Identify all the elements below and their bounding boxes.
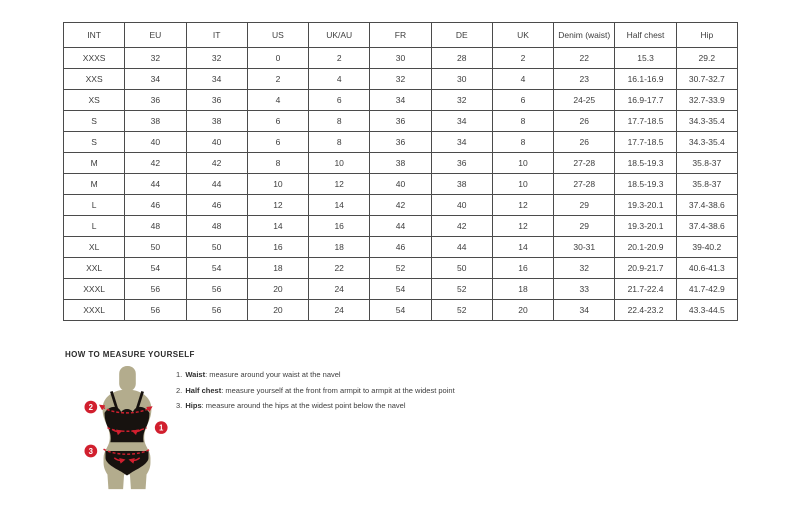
table-cell: 2 (247, 69, 308, 90)
table-cell: XXXS (64, 48, 125, 69)
table-cell: 34 (370, 90, 431, 111)
table-cell: 20.1-20.9 (615, 237, 676, 258)
table-cell: 42 (125, 153, 186, 174)
how-to-measure-title: HOW TO MEASURE YOURSELF (65, 350, 195, 359)
table-cell: 22.4-23.2 (615, 300, 676, 321)
table-cell: 4 (247, 90, 308, 111)
table-cell: 8 (492, 132, 553, 153)
column-header-it: IT (186, 23, 247, 48)
table-cell: 38 (186, 111, 247, 132)
table-cell: 30 (431, 69, 492, 90)
table-cell: 16 (309, 216, 370, 237)
instruction-number: 3. (176, 401, 183, 410)
table-cell: 29.2 (676, 48, 737, 69)
table-cell: 10 (492, 174, 553, 195)
table-cell: 21.7-22.4 (615, 279, 676, 300)
table-cell: 35.8-37 (676, 153, 737, 174)
measure-badge-2 (84, 401, 97, 414)
measure-badge-1 (155, 421, 168, 434)
instruction-number: 2. (176, 385, 183, 395)
table-cell: 34 (431, 132, 492, 153)
table-cell: 34 (431, 111, 492, 132)
table-cell: 40 (186, 132, 247, 153)
table-cell: 14 (247, 216, 308, 237)
measure-badge-3 (84, 445, 97, 458)
table-cell: L (64, 216, 125, 237)
table-cell: 27-28 (554, 153, 615, 174)
measurement-figure (81, 366, 173, 496)
table-cell: 54 (125, 258, 186, 279)
table-cell: 50 (186, 237, 247, 258)
table-cell: 14 (309, 195, 370, 216)
table-cell: XXL (64, 258, 125, 279)
measure-instruction (176, 401, 455, 410)
table-cell: 35.8-37 (676, 174, 737, 195)
table-row (64, 153, 738, 174)
table-cell: 18 (492, 279, 553, 300)
measure-instructions-list (176, 370, 455, 417)
table-cell: 42 (431, 216, 492, 237)
table-cell: 30-31 (554, 237, 615, 258)
table-cell: 34 (554, 300, 615, 321)
table-cell: 37.4-38.6 (676, 195, 737, 216)
table-cell: 40.6-41.3 (676, 258, 737, 279)
table-cell: 4 (309, 69, 370, 90)
table-row (64, 111, 738, 132)
instruction-label: Half chest (185, 385, 222, 395)
table-cell: 56 (125, 300, 186, 321)
table-cell: 43.3-44.5 (676, 300, 737, 321)
table-cell: 22 (309, 258, 370, 279)
table-cell: XXXL (64, 300, 125, 321)
column-header-denim-waist-: Denim (waist) (554, 23, 615, 48)
table-cell: XS (64, 90, 125, 111)
measure-instruction (176, 370, 455, 379)
table-cell: 10 (492, 153, 553, 174)
table-cell: M (64, 174, 125, 195)
table-cell: 18.5-19.3 (615, 153, 676, 174)
table-cell: 4 (492, 69, 553, 90)
table-cell: 38 (370, 153, 431, 174)
table-cell: 41.7-42.9 (676, 279, 737, 300)
table-cell: 44 (431, 237, 492, 258)
instruction-label: Waist (185, 370, 206, 379)
column-header-eu: EU (125, 23, 186, 48)
instruction-text: : measure around your waist at the navel (205, 370, 341, 379)
table-cell: 40 (125, 132, 186, 153)
table-cell: 32.7-33.9 (676, 90, 737, 111)
table-cell: 20 (247, 279, 308, 300)
table-cell: 24-25 (554, 90, 615, 111)
table-cell: 54 (186, 258, 247, 279)
table-cell: 17.7-18.5 (615, 111, 676, 132)
table-cell: 6 (247, 111, 308, 132)
table-cell: 38 (125, 111, 186, 132)
table-row (64, 237, 738, 258)
table-cell: 44 (370, 216, 431, 237)
table-cell: 6 (247, 132, 308, 153)
table-cell: 46 (125, 195, 186, 216)
table-cell: 20.9-21.7 (615, 258, 676, 279)
table-cell: 40 (370, 174, 431, 195)
table-cell: 20 (247, 300, 308, 321)
table-cell: 2 (492, 48, 553, 69)
table-row (64, 279, 738, 300)
size-chart-body (64, 48, 738, 321)
table-cell: 50 (431, 258, 492, 279)
table-cell: L (64, 195, 125, 216)
table-row (64, 174, 738, 195)
table-cell: 34 (186, 69, 247, 90)
table-cell: XXXL (64, 279, 125, 300)
table-cell: 36 (370, 132, 431, 153)
column-header-us: US (247, 23, 308, 48)
table-cell: 19.3-20.1 (615, 216, 676, 237)
table-cell: 18 (247, 258, 308, 279)
table-cell: 12 (247, 195, 308, 216)
table-cell: 18 (309, 237, 370, 258)
table-cell: 24 (309, 300, 370, 321)
column-header-int: INT (64, 23, 125, 48)
table-cell: 8 (492, 111, 553, 132)
table-cell: 56 (186, 279, 247, 300)
badge-1-number: 1 (159, 423, 164, 433)
table-cell: 0 (247, 48, 308, 69)
table-cell: 18.5-19.3 (615, 174, 676, 195)
table-cell: 14 (492, 237, 553, 258)
table-cell: 27-28 (554, 174, 615, 195)
table-row (64, 48, 738, 69)
table-cell: 48 (186, 216, 247, 237)
measure-instruction (176, 386, 455, 395)
table-cell: 44 (186, 174, 247, 195)
column-header-uk-au: UK/AU (309, 23, 370, 48)
table-cell: 16 (247, 237, 308, 258)
table-cell: 20 (492, 300, 553, 321)
column-header-hip: Hip (676, 23, 737, 48)
table-cell: 30.7-32.7 (676, 69, 737, 90)
table-cell: 32 (370, 69, 431, 90)
table-cell: S (64, 132, 125, 153)
table-cell: 32 (125, 48, 186, 69)
table-cell: 36 (186, 90, 247, 111)
table-row (64, 258, 738, 279)
table-cell: XL (64, 237, 125, 258)
table-cell: 36 (370, 111, 431, 132)
table-cell: 6 (492, 90, 553, 111)
table-cell: 34.3-35.4 (676, 132, 737, 153)
table-cell: 36 (431, 153, 492, 174)
table-cell: XXS (64, 69, 125, 90)
table-row (64, 132, 738, 153)
table-cell: 19.3-20.1 (615, 195, 676, 216)
table-cell: 52 (431, 300, 492, 321)
table-cell: 8 (309, 111, 370, 132)
table-row (64, 195, 738, 216)
table-cell: 56 (186, 300, 247, 321)
table-cell: 29 (554, 216, 615, 237)
table-cell: 32 (554, 258, 615, 279)
column-header-fr: FR (370, 23, 431, 48)
table-cell: 42 (370, 195, 431, 216)
badge-3-number: 3 (88, 446, 94, 456)
table-cell: 56 (125, 279, 186, 300)
table-row (64, 300, 738, 321)
header-row (64, 23, 738, 48)
table-cell: 46 (370, 237, 431, 258)
table-cell: 22 (554, 48, 615, 69)
table-cell: 28 (431, 48, 492, 69)
table-cell: 32 (186, 48, 247, 69)
column-header-de: DE (431, 23, 492, 48)
table-cell: 36 (125, 90, 186, 111)
mannequin-illustration (81, 366, 173, 496)
table-cell: 26 (554, 111, 615, 132)
column-header-uk: UK (492, 23, 553, 48)
instruction-text: : measure around the hips at the widest point below the navel (201, 401, 406, 410)
badge-2-number: 2 (88, 402, 94, 412)
table-row (64, 90, 738, 111)
table-cell: 52 (431, 279, 492, 300)
table-cell: 34.3-35.4 (676, 111, 737, 132)
table-cell: 16 (492, 258, 553, 279)
table-cell: 8 (309, 132, 370, 153)
table-cell: 40 (431, 195, 492, 216)
table-cell: 48 (125, 216, 186, 237)
table-cell: 12 (309, 174, 370, 195)
table-cell: 42 (186, 153, 247, 174)
table-cell: 44 (125, 174, 186, 195)
table-cell: 12 (492, 216, 553, 237)
table-cell: 37.4-38.6 (676, 216, 737, 237)
table-cell: 50 (125, 237, 186, 258)
instruction-text: : measure yourself at the front from armpit to armpit at the widest point (221, 385, 455, 395)
table-cell: 34 (125, 69, 186, 90)
table-cell: 15.3 (615, 48, 676, 69)
table-cell: 6 (309, 90, 370, 111)
table-cell: 8 (247, 153, 308, 174)
table-cell: 54 (370, 279, 431, 300)
table-cell: 2 (309, 48, 370, 69)
size-chart-table (63, 22, 738, 321)
table-cell: 38 (431, 174, 492, 195)
table-cell: 46 (186, 195, 247, 216)
instruction-label: Hips (185, 401, 202, 410)
table-cell: 23 (554, 69, 615, 90)
table-cell: 16.1-16.9 (615, 69, 676, 90)
table-cell: S (64, 111, 125, 132)
table-cell: M (64, 153, 125, 174)
table-cell: 10 (309, 153, 370, 174)
table-cell: 16.9-17.7 (615, 90, 676, 111)
table-cell: 32 (431, 90, 492, 111)
table-cell: 10 (247, 174, 308, 195)
table-cell: 24 (309, 279, 370, 300)
instruction-number: 1. (176, 370, 183, 379)
table-cell: 30 (370, 48, 431, 69)
size-chart-header (64, 23, 738, 48)
table-cell: 29 (554, 195, 615, 216)
table-cell: 54 (370, 300, 431, 321)
table-cell: 12 (492, 195, 553, 216)
table-cell: 52 (370, 258, 431, 279)
table-row (64, 216, 738, 237)
column-header-half-chest: Half chest (615, 23, 676, 48)
table-cell: 26 (554, 132, 615, 153)
table-cell: 39-40.2 (676, 237, 737, 258)
table-cell: 33 (554, 279, 615, 300)
table-row (64, 69, 738, 90)
table-cell: 17.7-18.5 (615, 132, 676, 153)
